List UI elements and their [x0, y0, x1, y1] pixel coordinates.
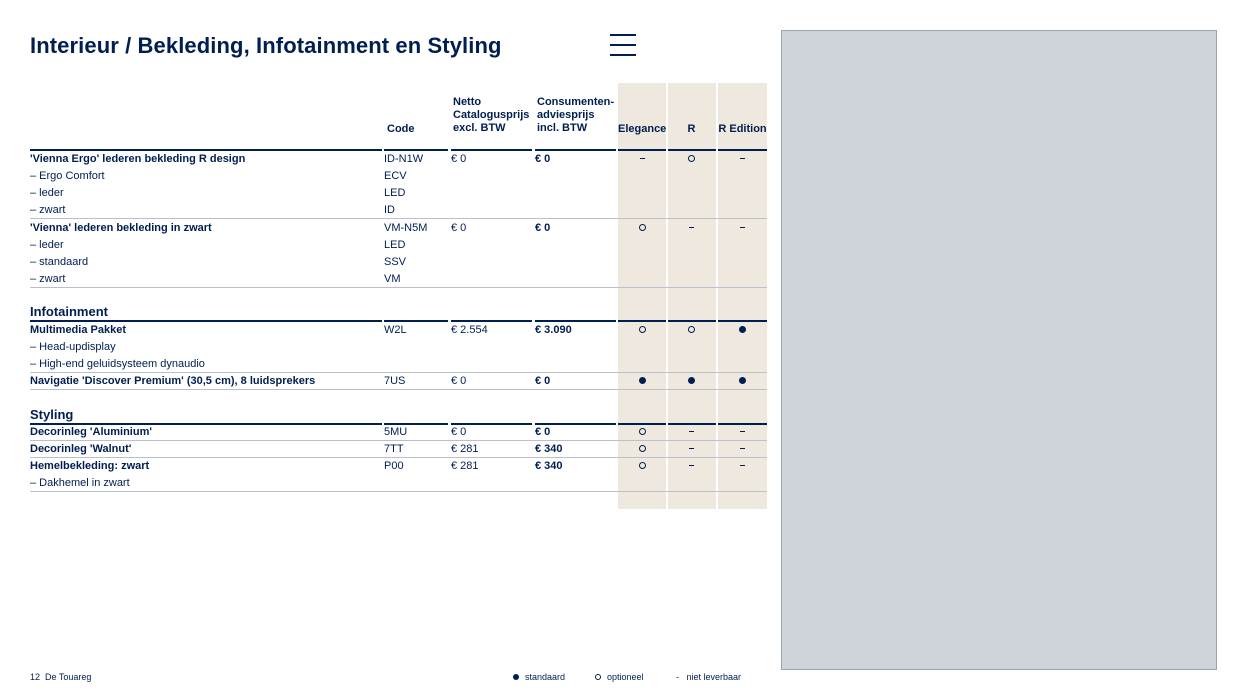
- standard-symbol: [639, 377, 646, 384]
- table-row: – Ergo Comfort ECV: [30, 170, 407, 182]
- not-available-symbol: [740, 431, 745, 432]
- standard-symbol: [688, 377, 695, 384]
- standard-symbol: [739, 377, 746, 384]
- car-interior-photo: [781, 30, 1217, 670]
- model-name: De Touareg: [45, 672, 92, 682]
- page-footer: [30, 672, 91, 682]
- optional-symbol: [688, 155, 695, 162]
- table-row: Hemelbekleding: zwart P00 € 281 € 340: [0, 458, 780, 475]
- not-available-symbol: [689, 431, 694, 432]
- table-row: – zwart VM: [30, 273, 401, 285]
- legend-optional: optioneel: [595, 672, 644, 682]
- table-row: Navigatie 'Discover Premium' (30,5 cm), 8 luidsprekers 7US € 0 € 0: [0, 373, 780, 390]
- table-row: – leder LED: [30, 239, 406, 251]
- table-row: – Dakhemel in zwart: [30, 477, 130, 489]
- section-title-styling: Styling: [30, 407, 74, 422]
- optional-symbol: [639, 462, 646, 469]
- not-available-symbol: [740, 448, 745, 449]
- optional-symbol: [639, 326, 646, 333]
- header-net-price: Netto Catalogusprijs excl. BTW: [453, 96, 530, 134]
- legend-not-available: - niet leverbaar: [676, 672, 742, 682]
- table-row: Decorinleg 'Aluminium' 5MU € 0 € 0: [0, 424, 780, 441]
- section-title-infotainment: Infotainment: [30, 304, 108, 319]
- optional-symbol: [595, 674, 601, 680]
- table-row: Multimedia Pakket W2L € 2.554 € 3.090: [0, 322, 780, 339]
- header-r: R: [687, 123, 696, 135]
- table-row: – Head-updisplay: [30, 341, 116, 353]
- not-available-symbol: [689, 448, 694, 449]
- optional-symbol: [639, 224, 646, 231]
- standard-symbol: [513, 674, 519, 680]
- menu-icon[interactable]: [610, 34, 636, 56]
- page-title: Interieur / Bekleding, Infotainment en Styling: [30, 33, 502, 58]
- table-row: – High-end geluidsysteem dynaudio: [30, 358, 205, 370]
- not-available-symbol: [640, 158, 645, 159]
- not-available-symbol: [740, 158, 745, 159]
- optional-symbol: [639, 445, 646, 452]
- table-row: 'Vienna' lederen bekleding in zwart VM-N5M € 0 € 0: [0, 220, 780, 237]
- not-available-symbol: [689, 227, 694, 228]
- table-row: – leder LED: [30, 187, 406, 199]
- legend-standard: standaard: [513, 672, 565, 682]
- optional-symbol: [688, 326, 695, 333]
- table-row: – standaard SSV: [30, 256, 407, 268]
- table-row: Decorinleg 'Walnut' 7TT € 281 € 340: [0, 441, 780, 458]
- header-elegance: Elegance: [618, 123, 667, 135]
- not-available-symbol: [740, 465, 745, 466]
- header-r-edition: R Edition: [718, 123, 767, 135]
- header-consumer-price: Consumenten- adviesprijs incl. BTW: [537, 96, 614, 134]
- not-available-symbol: [740, 227, 745, 228]
- page-number: 12: [30, 672, 41, 682]
- optional-symbol: [639, 428, 646, 435]
- not-available-symbol: -: [676, 672, 679, 682]
- header-code: Code: [387, 123, 415, 135]
- table-row: – zwart ID: [30, 204, 395, 216]
- standard-symbol: [739, 326, 746, 333]
- not-available-symbol: [689, 465, 694, 466]
- table-row: 'Vienna Ergo' lederen bekleding R design ID-N1W € 0 € 0: [0, 151, 780, 168]
